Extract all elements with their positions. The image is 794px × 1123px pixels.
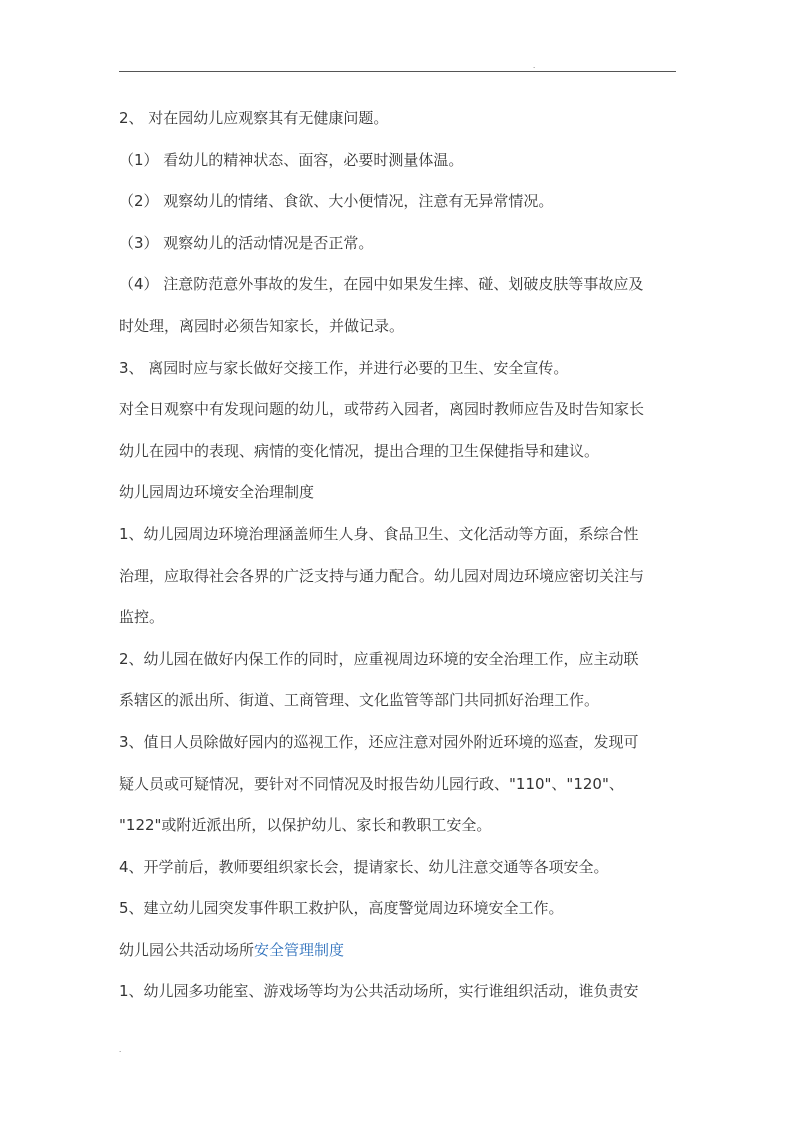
header-rule (119, 71, 676, 72)
text-line: 系辖区的派出所、街道、工商管理、文化监管等部门共同抓好治理工作。 (119, 691, 600, 710)
list-item: （4） 注意防范意外事故的发生，在园中如果发生摔、碰、划破皮肤等事故应及 (119, 275, 644, 294)
text-line: 监控。 (119, 608, 165, 627)
section-heading-2 (119, 930, 679, 972)
list-item: 3、 离园时应与家长做好交接工作，并进行必要的卫生、安全宣传。 (119, 358, 569, 377)
list-item: 5、建立幼儿园突发事件职工救护队，高度警觉周边环境安全工作。 (119, 899, 564, 918)
footer-mark: . (119, 1046, 122, 1054)
text-line: 疑人员或可疑情况，要针对不同情况及时报告幼儿园行政、"110"、"120"、 (119, 774, 624, 793)
list-item: （2） 观察幼儿的情绪、食欲、大小便情况，注意有无异常情况。 (119, 192, 554, 211)
list-item: （1） 看幼儿的精神状态、面容，必要时测量体温。 (119, 150, 464, 169)
text-line: 治理，应取得社会各界的广泛支持与通力配合。幼儿园对周边环境应密切关注与 (119, 566, 645, 585)
header-mark: . (533, 62, 536, 70)
text-line: 幼儿在园中的表现、病情的变化情况，提出合理的卫生保健指导和建议。 (119, 441, 600, 460)
heading-text: 幼儿园公共活动场所 (119, 940, 255, 959)
list-item: （3） 观察幼儿的活动情况是否正常。 (119, 233, 374, 252)
safety-rules-link[interactable]: 安全管理制度 (254, 940, 345, 959)
text-line: 对全日观察中有发现问题的幼儿，或带药入园者，离园时教师应告及时告知家长 (119, 400, 645, 419)
list-item: 4、开学前后，教师要组织家长会，提请家长、幼儿注意交通等各项安全。 (119, 857, 609, 876)
list-item: 2、幼儿园在做好内保工作的同时，应重视周边环境的安全治理工作，应主动联 (119, 649, 639, 668)
list-item: 3、值日人员除做好园内的巡视工作，还应注意对园外附近环境的巡查，发现可 (119, 732, 639, 751)
section-heading: 幼儿园周边环境安全治理制度 (119, 483, 315, 502)
list-item: 2、 对在园幼儿应观察其有无健康问题。 (119, 109, 389, 127)
list-item: 1、幼儿园多功能室、游戏场等均为公共活动场所，实行谁组织活动，谁负责安 (119, 982, 639, 1001)
document-body (119, 98, 679, 1013)
text-line: 时处理，离园时必须告知家长，并做记录。 (119, 316, 405, 335)
list-item: 1、幼儿园周边环境治理涵盖师生人身、食品卫生、文化活动等方面，系综合性 (119, 524, 639, 543)
text-line: "122"或附近派出所，以保护幼儿、家长和教职工安全。 (119, 816, 492, 835)
